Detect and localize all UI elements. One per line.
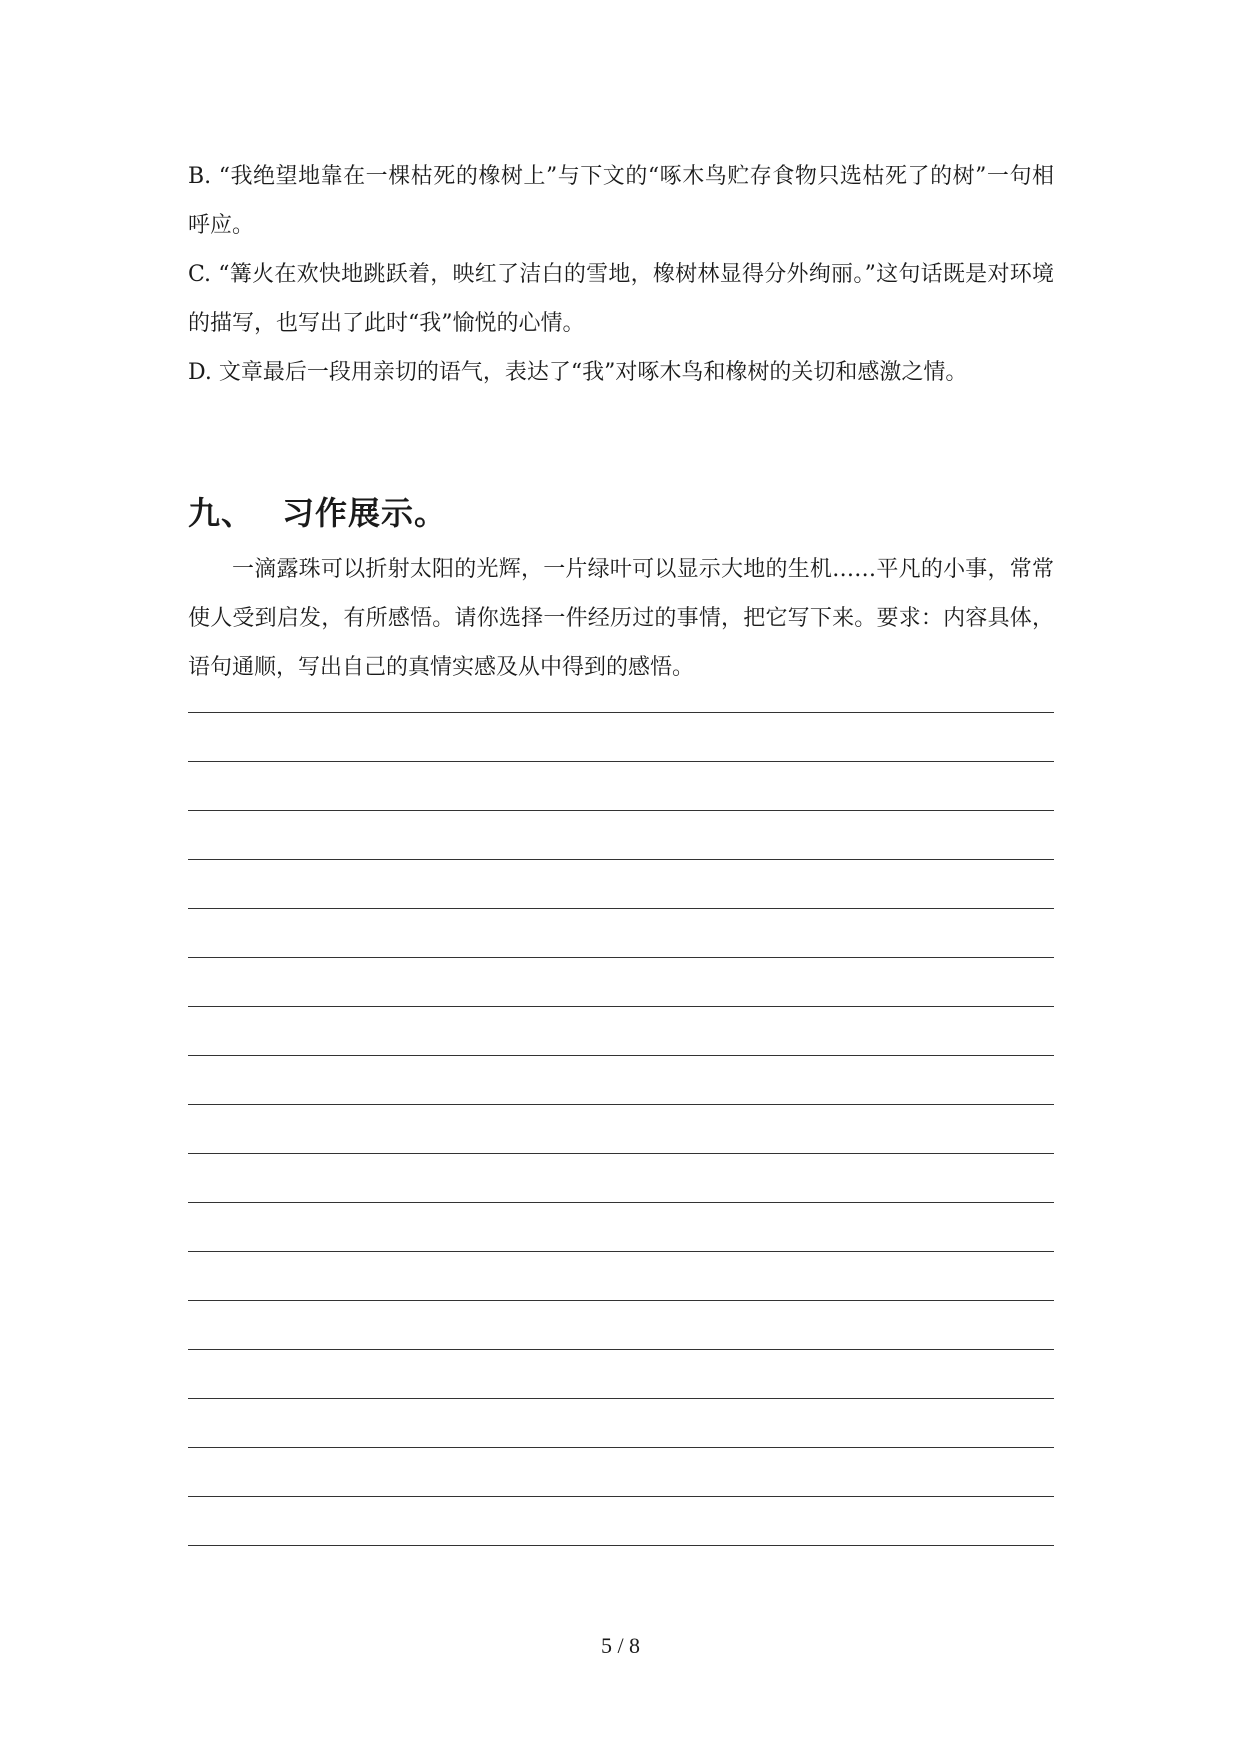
writing-line[interactable] <box>188 1448 1054 1497</box>
answer-options <box>188 152 1054 397</box>
section-title: 习作展示。 <box>282 494 448 532</box>
writing-line[interactable] <box>188 1399 1054 1448</box>
writing-line[interactable] <box>188 909 1054 958</box>
writing-area[interactable] <box>188 712 1054 1546</box>
writing-prompt: 一滴露珠可以折射太阳的光辉，一片绿叶可以显示大地的生机……平凡的小事，常常使人受到启发，有所感悟。请你选择一件经历过的事情，把它写下来。要求：内容具体，语句通顺，写出自己的真情实感及从中得到的感悟。 <box>188 557 1054 680</box>
writing-line[interactable] <box>188 713 1054 762</box>
writing-line[interactable] <box>188 1007 1054 1056</box>
option-d: D. 文章最后一段用亲切的语气，表达了“我”对啄木鸟和橡树的关切和感激之情。 <box>188 360 968 385</box>
writing-line[interactable] <box>188 1350 1054 1399</box>
writing-line[interactable] <box>188 860 1054 909</box>
option-b: B. “我绝望地靠在一棵枯死的橡树上”与下文的“啄木鸟贮存食物只选枯死了的树”一句相呼应。 <box>188 164 1054 238</box>
writing-line[interactable] <box>188 1056 1054 1105</box>
writing-line[interactable] <box>188 1252 1054 1301</box>
writing-line[interactable] <box>188 762 1054 811</box>
writing-line[interactable] <box>188 811 1054 860</box>
writing-line[interactable] <box>188 1154 1054 1203</box>
writing-line[interactable] <box>188 958 1054 1007</box>
writing-line[interactable] <box>188 1203 1054 1252</box>
writing-line[interactable] <box>188 1497 1054 1546</box>
writing-line[interactable] <box>188 1105 1054 1154</box>
writing-line[interactable] <box>188 1301 1054 1350</box>
page-number: 5 / 8 <box>600 1633 641 1658</box>
option-c: C. “篝火在欢快地跳跃着，映红了洁白的雪地，橡树林显得分外绚丽。”这句话既是对环境的描写，也写出了此时“我”愉悦的心情。 <box>188 262 1054 336</box>
section-heading <box>188 488 447 534</box>
section-number: 九、 <box>188 494 255 532</box>
